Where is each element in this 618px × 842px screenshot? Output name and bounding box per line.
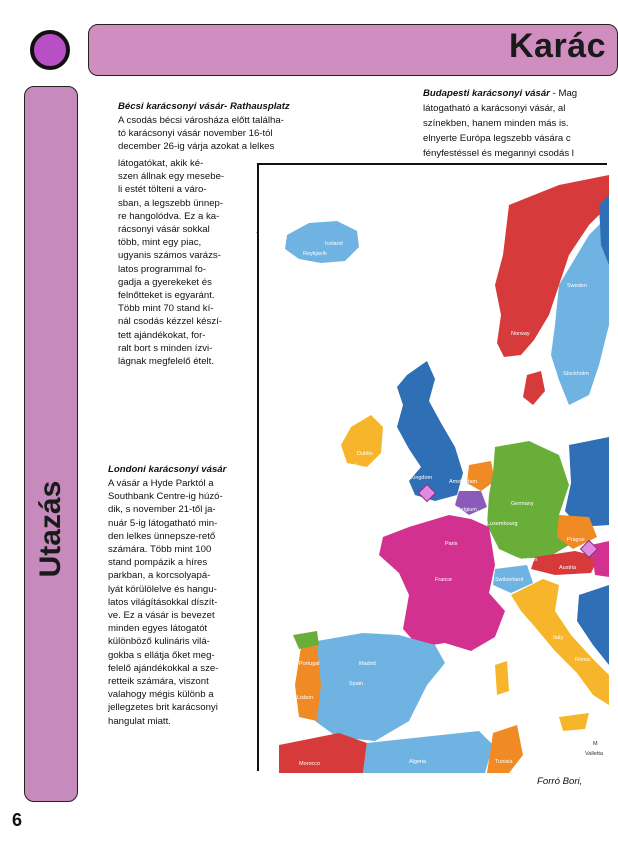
vienna-line: gadja a gyerekeket és [118,276,212,288]
vienna-line: több, mint egy piac, [118,237,202,249]
vienna-line: lágnak megfelelő ételt. [118,356,214,368]
vienna-line: látogatókat, akik ké- [118,158,204,169]
vienna-line: li estét tölteni a váro- [118,184,207,196]
london-line: jellegzetes brit karácsonyi [108,702,218,714]
london-line: nuár 5-ig látogatható min- [108,517,218,529]
vienna-line: re hangolódva. Ez a ka- [118,210,220,222]
map-label-ireland: Ireland [339,463,356,469]
poland-shape [565,437,609,527]
vienna-line: A csodás bécsi városháza előtt találha- [118,115,284,126]
map-label-malta: M [593,741,598,747]
map-label-london: London [427,503,446,509]
london-line: retteik számára, viszont [108,676,209,688]
vienna-line: felnőtteket is egyaránt. [118,290,215,302]
budapest-line: - Mag [549,88,578,99]
map-label-germany: Germany [511,501,534,507]
page-number: 6 [12,810,23,830]
london-line: hangulat miatt. [108,715,171,727]
map-label-belgium: Belgium [457,507,477,513]
map-label-roma: Roma [575,657,590,663]
map-label-reykjavik: Reykjavík [303,251,327,257]
europe-map-svg [259,165,609,773]
london-heading: Londoni karácsonyi vásár [108,464,227,475]
map-label-liechtenstein: Liechtenstein [505,557,538,563]
london-line: lyát körülölelve és hangu- [108,583,217,595]
map-label-oslo: Oslo [531,345,543,351]
map-label-valletta: Valletta [585,751,603,757]
london-line: Southbank Centre-ig húzó- [108,491,223,503]
germany-shape [487,441,569,559]
map-label-madrid: Madrid [359,661,376,667]
london-line: dik, s november 21-től ja- [108,504,216,516]
author-credit: Forró Bori, [537,776,583,787]
london-line: felelő ajándékokkal a sze- [108,662,219,674]
map-label-amsterdam: Amsterdam [449,479,478,485]
vienna-line: nál csodás kézzel készí- [118,316,222,328]
vienna-line: rácsonyi vásár sokkal [118,224,210,236]
map-label-algeria: Algeria [409,759,427,765]
budapest-line: látogatható a karácsonyi vásár, al [423,103,566,114]
vienna-line: tett ajándékokat, for- [118,329,206,341]
london-line: latos világításokkal díszít- [108,596,218,608]
map-label-sweden: Sweden [567,283,587,289]
london-line: den lelkes ünnepsze-rető [108,530,216,542]
london-line: stand pompázik a híres [108,557,208,569]
map-label-iceland: Iceland [325,241,343,247]
sardinia-shape [495,661,509,695]
london-line: számára. Több mint 100 [108,544,212,556]
map-label-switzerland: Switzerland [495,577,524,583]
map-label-lisbon: Lisbon [297,695,314,701]
vienna-line: Több mint 70 stand kí- [118,303,214,315]
map-label-portugal: Portugal [299,661,320,667]
map-label-paris: Paris [445,541,458,547]
map-label-france: France [435,577,453,583]
page-title: Karác [509,27,607,65]
map-label-austria: Austria [559,565,577,571]
map-label-stockholm: Stockholm [563,371,589,377]
london-line: A vásár a Hyde Parktól a [108,478,214,489]
map-label-uk: United Kingdom [393,475,433,481]
london-line: ve. Ez a vásár is bevezet [108,610,215,622]
map-label-norway: Norway [511,331,530,337]
vienna-line: ugyanis számos varázs- [118,250,221,262]
vienna-line: szen állnak egy mesebe- [118,171,225,183]
map-label-dublin: Dublin [357,451,373,457]
map-label-prague: Prague [567,537,585,543]
map-label-italy: Italy [553,635,564,641]
london-line: parkban, a korcsolyapá- [108,570,211,582]
london-line: valahogy mégis különb a [108,689,214,701]
london-line: minden egyes látogatót [108,623,208,635]
vienna-line: ralt bort s minden ízvi- [118,342,213,354]
vienna-heading: Bécsi karácsonyi vásár- Rathausplatz [118,101,290,112]
europe-map [257,163,607,771]
london-line: különböző kulináris vilá- [108,636,210,648]
map-label-tunisia: Tunisia [495,759,513,765]
budapest-line: elnyerte Európa legszebb vására c [423,133,571,144]
section-label: Utazás [34,480,67,578]
vienna-line: sban, a legszebb ünnep- [118,197,224,209]
map-label-luxembourg: Luxembourg [487,521,518,527]
london-line: gokba s ellátja őket meg- [108,649,215,661]
map-label-morocco: Morocco [299,761,321,767]
vienna-line: latos programmal fo- [118,263,206,275]
budapest-line: színekben, hanem minden más is. [423,118,569,129]
budapest-line: fényfestéssel és megannyi csodás l [423,148,574,159]
budapest-heading: Budapesti karácsonyi vásár [423,88,550,99]
vienna-line: december 26-ig várja azokat a lelkes [118,141,275,153]
vienna-line: tó karácsonyi vásár november 16-tól [118,128,273,140]
map-label-spain: Spain [349,681,364,687]
